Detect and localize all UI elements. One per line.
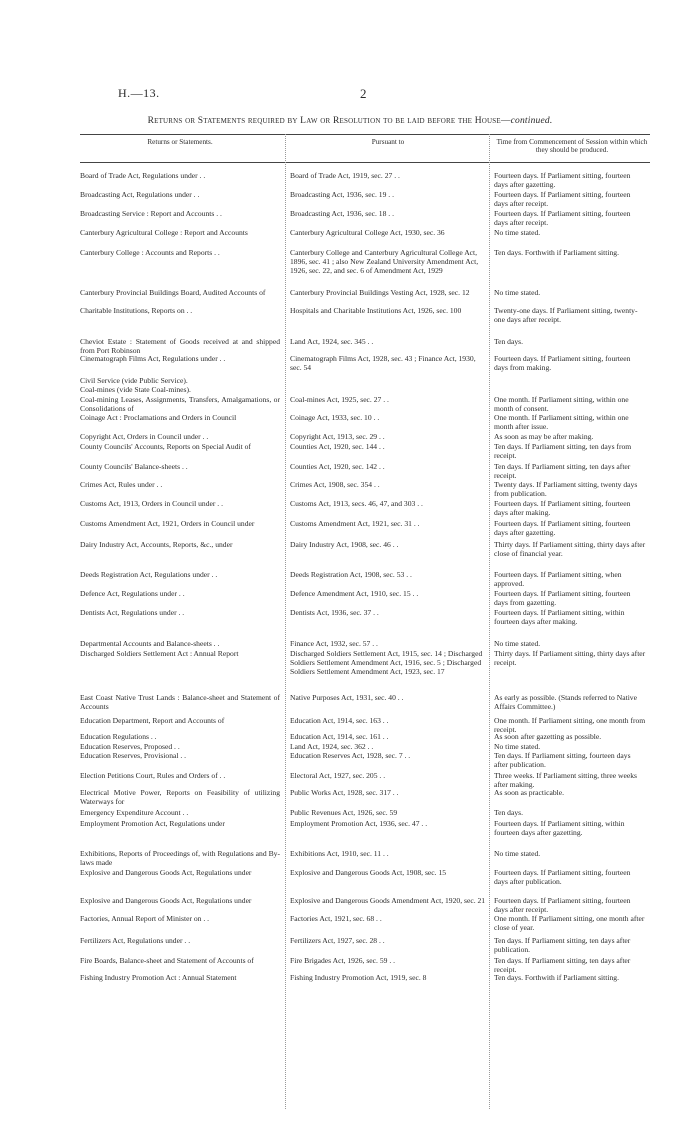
title-text: Returns or Statements required by Law or Resolution to be laid before the House— xyxy=(147,116,511,126)
time-cell: As soon after gazetting as possible. xyxy=(494,732,602,741)
time-cell: Fourteen days. If Parliament sitting, within fourteen days after gazetting. xyxy=(494,819,625,837)
pursuant-cell: Finance Act, 1932, sec. 57 . . xyxy=(290,639,378,648)
time-cell: As soon as may be after making. xyxy=(494,432,594,441)
column-divider-1 xyxy=(285,134,286,1109)
return-cell: East Coast Native Trust Lands : Balance-sheet and Statement of Accounts xyxy=(80,693,280,711)
return-cell: Discharged Soldiers Settlement Act : Annual Report xyxy=(80,649,239,658)
pursuant-cell: Land Act, 1924, sec. 362 . . xyxy=(290,742,374,751)
time-cell: Fourteen days. If Parliament sitting, fourteen days after making. xyxy=(494,499,631,517)
return-cell: Crimes Act, Rules under . . xyxy=(80,480,163,489)
time-cell: As soon as practicable. xyxy=(494,788,565,797)
column-divider-2 xyxy=(489,134,490,1109)
time-cell: Fourteen days. If Parliament sitting, fourteen days after receipt. xyxy=(494,209,631,227)
time-cell: Ten days. Forthwith if Parliament sitting. xyxy=(494,973,619,982)
return-cell: Customs Amendment Act, 1921, Orders in Council under xyxy=(80,519,255,528)
return-cell: County Councils' Balance-sheets . . xyxy=(80,462,188,471)
return-cell: Broadcasting Service : Report and Accounts . . xyxy=(80,209,222,218)
return-cell: Civil Service (vide Public Service). xyxy=(80,376,188,385)
return-cell: Copyright Act, Orders in Council under . . xyxy=(80,432,209,441)
pursuant-cell: Customs Amendment Act, 1921, sec. 31 . . xyxy=(290,519,420,528)
pursuant-cell: Deeds Registration Act, 1908, sec. 53 . . xyxy=(290,570,412,579)
time-cell: No time stated. xyxy=(494,228,541,237)
return-cell: Factories, Annual Report of Minister on . . xyxy=(80,914,210,923)
time-cell: Three weeks. If Parliament sitting, three weeks after making. xyxy=(494,771,637,789)
return-cell: Fertilizers Act, Regulations under . . xyxy=(80,936,191,945)
pursuant-cell: Copyright Act, 1913, sec. 29 . . xyxy=(290,432,385,441)
pursuant-cell: Canterbury Agricultural College Act, 1930, sec. 36 xyxy=(290,228,445,237)
pursuant-cell: Customs Act, 1913, secs. 46, 47, and 303 . . xyxy=(290,499,423,508)
page-title xyxy=(0,116,700,126)
pursuant-cell: Crimes Act, 1908, sec. 354 . . xyxy=(290,480,380,489)
pursuant-cell: Education Act, 1914, sec. 161 . . xyxy=(290,732,389,741)
pursuant-cell: Dentists Act, 1936, sec. 37 . . xyxy=(290,608,379,617)
return-cell: Education Reserves, Proposed . . xyxy=(80,742,180,751)
title-continued: continued. xyxy=(510,116,553,126)
pursuant-cell: Canterbury Provincial Buildings Vesting Act, 1928, sec. 12 xyxy=(290,288,470,297)
pursuant-cell: Fire Brigades Act, 1926, sec. 59 . . xyxy=(290,956,396,965)
return-cell: Defence Act, Regulations under . . xyxy=(80,589,185,598)
return-cell: County Councils' Accounts, Reports on Special Audit of xyxy=(80,442,251,451)
time-cell: Fourteen days. If Parliament sitting, fourteen days after receipt. xyxy=(494,190,631,208)
return-cell: Deeds Registration Act, Regulations under . . xyxy=(80,570,218,579)
column-header-returns: Returns or Statements. xyxy=(147,138,213,146)
pursuant-cell: Counties Act, 1920, sec. 144 . . xyxy=(290,442,385,451)
time-cell: One month. If Parliament sitting, one month after close of year. xyxy=(494,914,645,932)
pursuant-cell: Exhibitions Act, 1910, sec. 11 . . xyxy=(290,849,389,858)
return-cell: Education Reserves, Provisional . . xyxy=(80,751,187,760)
return-cell: Dentists Act, Regulations under . . xyxy=(80,608,185,617)
pursuant-cell: Electoral Act, 1927, sec. 205 . . xyxy=(290,771,386,780)
return-cell: Fishing Industry Promotion Act : Annual Statement xyxy=(80,973,237,982)
pursuant-cell: Discharged Soldiers Settlement Act, 1915, sec. 14 ; Discharged Soldiers Settlement Amendment Act, 1916, sec. 5 ; Discharged Soldiers Settlement Amendment Act, 1923, sec. 17 xyxy=(290,649,483,676)
time-cell: Thirty days. If Parliament sitting, thirty days after receipt. xyxy=(494,649,646,667)
pursuant-cell: Public Revenues Act, 1926, sec. 59 xyxy=(290,808,398,817)
time-cell: Fourteen days. If Parliament sitting, fourteen days after publication. xyxy=(494,868,631,886)
pursuant-cell: Native Purposes Act, 1931, sec. 40 . . xyxy=(290,693,404,702)
return-cell: Employment Promotion Act, Regulations under xyxy=(80,819,225,828)
pursuant-cell: Explosive and Dangerous Goods Act, 1908, sec. 15 xyxy=(290,868,447,877)
return-cell: Electrical Motive Power, Reports on Feasibility of utilizing Waterways for xyxy=(80,788,280,806)
time-cell: Ten days. If Parliament sitting, ten days from receipt. xyxy=(494,442,632,460)
document-reference: H.—13. xyxy=(118,86,160,100)
header-rule-top xyxy=(80,134,650,135)
return-cell: Exhibitions, Reports of Proceedings of, with Regulations and By-laws made xyxy=(80,849,280,867)
time-cell: Ten days. If Parliament sitting, ten days after receipt. xyxy=(494,956,631,974)
time-cell: Fourteen days. If Parliament sitting, fourteen days after gazetting. xyxy=(494,171,631,189)
time-cell: Ten days. xyxy=(494,337,523,346)
return-cell: Canterbury Agricultural College : Report and Accounts xyxy=(80,228,248,237)
pursuant-cell: Fertilizers Act, 1927, sec. 28 . . xyxy=(290,936,385,945)
time-cell: No time stated. xyxy=(494,639,541,648)
return-cell: Dairy Industry Act, Accounts, Reports, &c., under xyxy=(80,540,233,549)
page-number: 2 xyxy=(360,86,367,101)
return-cell: Cheviot Estate : Statement of Goods received at and shipped from Port Robinson xyxy=(80,337,280,355)
time-cell: Ten days. If Parliament sitting, ten days after publication. xyxy=(494,936,631,954)
return-cell: Customs Act, 1913, Orders in Council under . . xyxy=(80,499,224,508)
time-cell: Ten days. Forthwith if Parliament sitting. xyxy=(494,248,619,257)
time-cell: Fourteen days. If Parliament sitting, within fourteen days after making. xyxy=(494,608,625,626)
return-cell: Canterbury College : Accounts and Reports . . xyxy=(80,248,220,257)
return-cell: Coal-mines (vide State Coal-mines). xyxy=(80,385,191,394)
time-cell: No time stated. xyxy=(494,849,541,858)
pursuant-cell: Coal-mines Act, 1925, sec. 27 . . xyxy=(290,395,389,404)
return-cell: Charitable Institutions, Reports on . . xyxy=(80,306,193,315)
pursuant-cell: Defence Amendment Act, 1910, sec. 15 . . xyxy=(290,589,419,598)
time-cell: One month. If Parliament sitting, within one month after issue. xyxy=(494,413,629,431)
return-cell: Education Regulations . . xyxy=(80,732,157,741)
pursuant-cell: Board of Trade Act, 1919, sec. 27 . . xyxy=(290,171,400,180)
time-cell: Twenty days. If Parliament sitting, twenty days from publication. xyxy=(494,480,638,498)
time-cell: No time stated. xyxy=(494,742,541,751)
return-cell: Canterbury Provincial Buildings Board, Audited Accounts of xyxy=(80,288,266,297)
return-cell: Fire Boards, Balance-sheet and Statement of Accounts of xyxy=(80,956,254,965)
time-cell: Thirty days. If Parliament sitting, thirty days after close of financial year. xyxy=(494,540,646,558)
return-cell: Election Petitions Court, Rules and Orders of . . xyxy=(80,771,226,780)
return-cell: Emergency Expenditure Account . . xyxy=(80,808,189,817)
pursuant-cell: Cinematograph Films Act, 1928, sec. 43 ; Finance Act, 1930, sec. 54 xyxy=(290,354,476,372)
return-cell: Broadcasting Act, Regulations under . . xyxy=(80,190,200,199)
pursuant-cell: Fishing Industry Promotion Act, 1919, sec. 8 xyxy=(290,973,427,982)
pursuant-cell: Education Act, 1914, sec. 163 . . xyxy=(290,716,389,725)
pursuant-cell: Coinage Act, 1933, sec. 10 . . xyxy=(290,413,380,422)
pursuant-cell: Public Works Act, 1928, sec. 317 . . xyxy=(290,788,399,797)
time-cell: No time stated. xyxy=(494,288,541,297)
return-cell: Cinematograph Films Act, Regulations under . . xyxy=(80,354,226,363)
return-cell: Coal-mining Leases, Assignments, Transfers, Amalgamations, or Consolidations of xyxy=(80,395,280,413)
time-cell: One month. If Parliament sitting, one month from receipt. xyxy=(494,716,646,734)
pursuant-cell: Employment Promotion Act, 1936, sec. 47 . . xyxy=(290,819,428,828)
time-cell: Fourteen days. If Parliament sitting, fourteen days from gazetting. xyxy=(494,589,631,607)
pursuant-cell: Counties Act, 1920, sec. 142 . . xyxy=(290,462,385,471)
pursuant-cell: Canterbury College and Canterbury Agricultural College Act, 1896, sec. 41 ; also New Zealand University Amendment Act, 1926, sec. 22, and sec. 6 of Amendment Act, 1929 xyxy=(290,248,479,275)
header-rule-bottom xyxy=(80,162,650,163)
time-cell: Twenty-one days. If Parliament sitting, twenty-one days after receipt. xyxy=(494,306,638,324)
time-cell: Fourteen days. If Parliament sitting, fourteen days from making. xyxy=(494,354,631,372)
time-cell: As early as possible. (Stands referred to Native Affairs Committee.) xyxy=(494,693,637,711)
pursuant-cell: Dairy Industry Act, 1908, sec. 46 . . xyxy=(290,540,399,549)
pursuant-cell: Explosive and Dangerous Goods Amendment Act, 1920, sec. 21 xyxy=(290,896,486,905)
return-cell: Departmental Accounts and Balance-sheets . . xyxy=(80,639,220,648)
time-cell: Ten days. If Parliament sitting, fourteen days after publication. xyxy=(494,751,631,769)
pursuant-cell: Education Reserves Act, 1928, sec. 7 . . xyxy=(290,751,411,760)
time-cell: Fourteen days. If Parliament sitting, when approved. xyxy=(494,570,622,588)
time-cell: Fourteen days. If Parliament sitting, fourteen days after gazetting. xyxy=(494,519,631,537)
time-cell: Fourteen days. If Parliament sitting, fourteen days after receipt. xyxy=(494,896,631,914)
pursuant-cell: Broadcasting Act, 1936, sec. 19 . . xyxy=(290,190,394,199)
return-cell: Explosive and Dangerous Goods Act, Regulations under xyxy=(80,868,252,877)
return-cell: Board of Trade Act, Regulations under . . xyxy=(80,171,206,180)
return-cell: Coinage Act : Proclamations and Orders in Council xyxy=(80,413,237,422)
pursuant-cell: Factories Act, 1921, sec. 68 . . xyxy=(290,914,382,923)
column-header-time: Time from Commencement of Session within which they should be produced. xyxy=(496,138,648,154)
time-cell: Ten days. If Parliament sitting, ten days after receipt. xyxy=(494,462,631,480)
time-cell: Ten days. xyxy=(494,808,523,817)
pursuant-cell: Land Act, 1924, sec. 345 . . xyxy=(290,337,374,346)
pursuant-cell: Hospitals and Charitable Institutions Act, 1926, sec. 100 xyxy=(290,306,462,315)
return-cell: Explosive and Dangerous Goods Act, Regulations under xyxy=(80,896,252,905)
return-cell: Education Department, Report and Accounts of xyxy=(80,716,225,725)
pursuant-cell: Broadcasting Act, 1936, sec. 18 . . xyxy=(290,209,394,218)
column-header-pursuant: Pursuant to xyxy=(371,138,405,146)
time-cell: One month. If Parliament sitting, within one month of consent. xyxy=(494,395,629,413)
